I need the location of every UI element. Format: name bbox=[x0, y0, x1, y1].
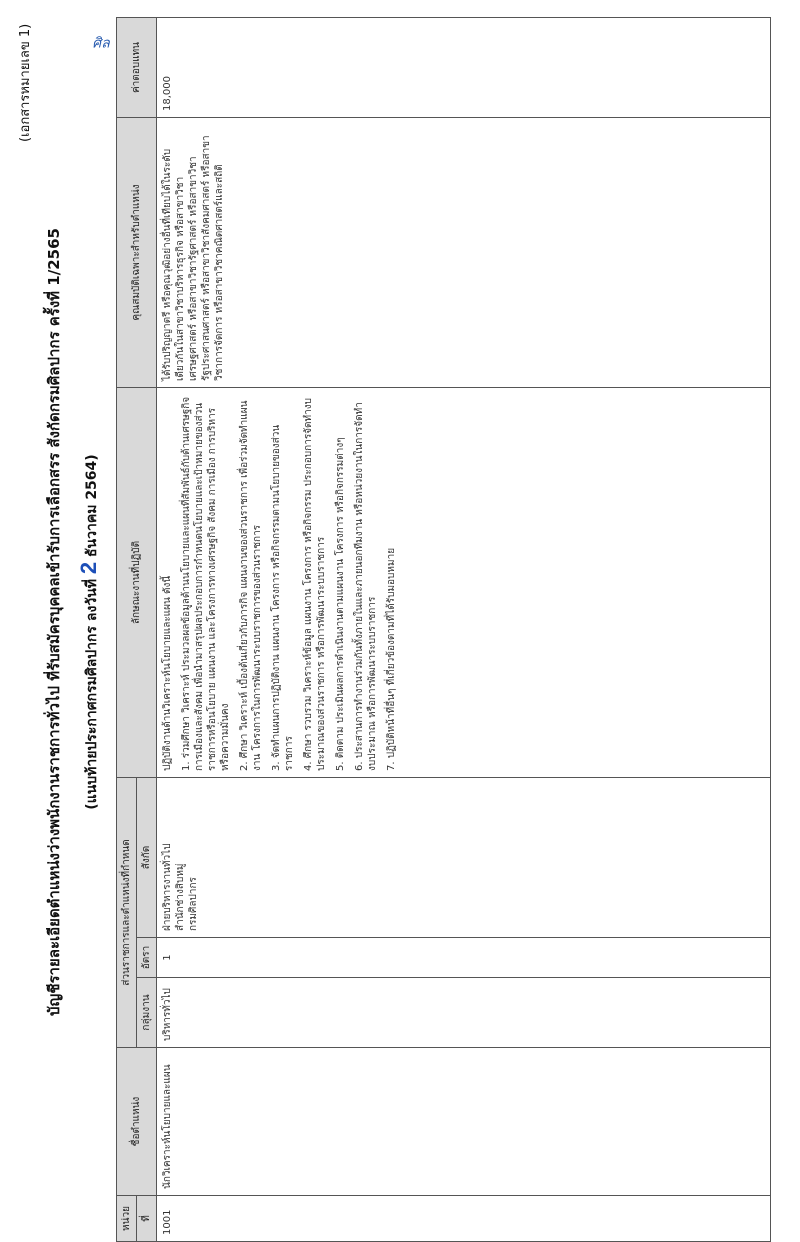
cell-unit-no: 1001 bbox=[157, 1196, 771, 1242]
header-no: ที่ bbox=[137, 1196, 157, 1242]
header-group: กลุ่มงาน bbox=[137, 978, 157, 1048]
qualification-item: ได้รับปริญญาตรี หรือคุณวุฒิอย่างอื่นที่เทียบได้ในระดับเดียวกันในสาขาวิชาบริหารธุรกิจ หรือสาขาวิชาเศรษฐศาสตร์ หรือสาขาวิชารัฐศาสตร์ หรือสาขาวิชารัฐประศาสนศาสตร์ หรือสาขาวิชาสังคมศาสตร์ หรือสาขาวิชาการจัดการ หรือสาขาวิชาคณิตศาสตร์และสถิติ bbox=[162, 135, 225, 381]
document-reference: (เอกสารหมายเลข 1) bbox=[18, 23, 33, 142]
duty-item: 4. ศึกษา รวบรวม วิเคราะห์ข้อมูล แผนงาน โครงการ หรือกิจกรรม ประกอบการจัดทำงบประมาณของส่วนราชการ หรือการพัฒนาระบบราชการ bbox=[303, 398, 327, 771]
subtitle-suffix: ธันวาคม 2564) bbox=[84, 454, 100, 557]
table-header-row bbox=[117, 18, 137, 1242]
header-unit: หน่วย bbox=[117, 1196, 137, 1242]
header-qualifications: คุณสมบัติเฉพาะสำหรับตำแหน่ง bbox=[117, 118, 157, 388]
cell-duties bbox=[157, 388, 771, 778]
header-duties: ลักษณะงานที่ปฏิบัติ bbox=[117, 388, 157, 778]
affiliation-line: ฝ่ายบริหารงานทั่วไป bbox=[162, 843, 173, 931]
document-subtitle bbox=[76, 282, 103, 982]
duty-item: 1. ร่วมศึกษา วิเคราะห์ ประมวลผลข้อมูลด้านนโยบายและแผนที่สัมพันธ์กับด้านเศรษฐกิจ การเมืองและสังคม เพื่อนำมาสรุปผลประกอบการกำหนดนโยบายและเป้าหมายของส่วนราชการหรือนโยบาย แผนงาน และโครงการทางเศรษฐกิจ สังคม การเมือง การบริหาร หรือความมั่นคง bbox=[181, 396, 231, 771]
duty-item: 3. จัดทำแผนการปฏิบัติงาน แผนงาน โครงการ หรือกิจกรรมตามนโยบายของส่วนราชการ bbox=[271, 424, 295, 771]
cell-group: บริหารทั่วไป bbox=[157, 978, 771, 1048]
header-rate: อัตรา bbox=[137, 938, 157, 978]
table-row bbox=[157, 18, 771, 1242]
subtitle-day: 2 bbox=[76, 561, 101, 575]
signature-mark: ศิล bbox=[92, 35, 110, 52]
duty-item: 2. ศึกษา วิเคราะห์ เบื้องต้นเกี่ยวกับภารกิจ แผนงานของส่วนราชการ เพื่อร่วมจัดทำแผนงาน โครงการในการพัฒนาระบบราชการของส่วนราชการ bbox=[239, 400, 263, 771]
header-affiliation: สังกัด bbox=[137, 778, 157, 938]
duty-item: ปฏิบัติงานด้านวิเคราะห์นโยบายและแผน ดังนี้ bbox=[162, 575, 173, 771]
header-compensation: ค่าตอบแทน bbox=[117, 18, 157, 118]
affiliation-line: กรมศิลปากร bbox=[188, 877, 199, 931]
duty-item: 6. ประสานการทำงานร่วมกันทั้งภายในและภายนอกทีมงาน หรือหน่วยงานในการจัดทำงบประมาณ หรือการพัฒนาระบบราชการ bbox=[354, 402, 378, 771]
cell-position: นักวิเคราะห์นโยบายและแผน bbox=[157, 1048, 771, 1196]
cell-qualifications bbox=[157, 118, 771, 388]
header-position: ชื่อตำแหน่ง bbox=[117, 1048, 157, 1196]
duty-item: 5. ติดตาม ประเมินผลการดำเนินงานตามแผนงาน โครงการ หรือกิจกรรมต่างๆ bbox=[335, 437, 346, 771]
cell-rate: 1 bbox=[157, 938, 771, 978]
cell-compensation: 18,000 bbox=[157, 18, 771, 118]
duty-item: 7. ปฏิบัติหน้าที่อื่นๆ ที่เกี่ยวข้องตามที่ได้รับมอบหมาย bbox=[386, 547, 397, 771]
subtitle-prefix: (แนบท้ายประกาศกรมศิลปากร ลงวันที่ bbox=[84, 578, 100, 810]
positions-table bbox=[116, 17, 771, 1242]
document-title: บัญชีรายละเอียดตำแหน่งว่างพนักงานราชการทั่วไป ที่รับสมัครบุคคลเข้ารับการเลือกสรร สังกัดกรมศิลปากร ครั้งที่ 1/2565 bbox=[45, 228, 63, 1016]
header-section: ส่วนราชการและตำแหน่งที่กำหนด bbox=[117, 778, 137, 1048]
affiliation-line: สำนักช่างสิบหมู่ bbox=[175, 863, 186, 931]
cell-affiliation bbox=[157, 778, 771, 938]
